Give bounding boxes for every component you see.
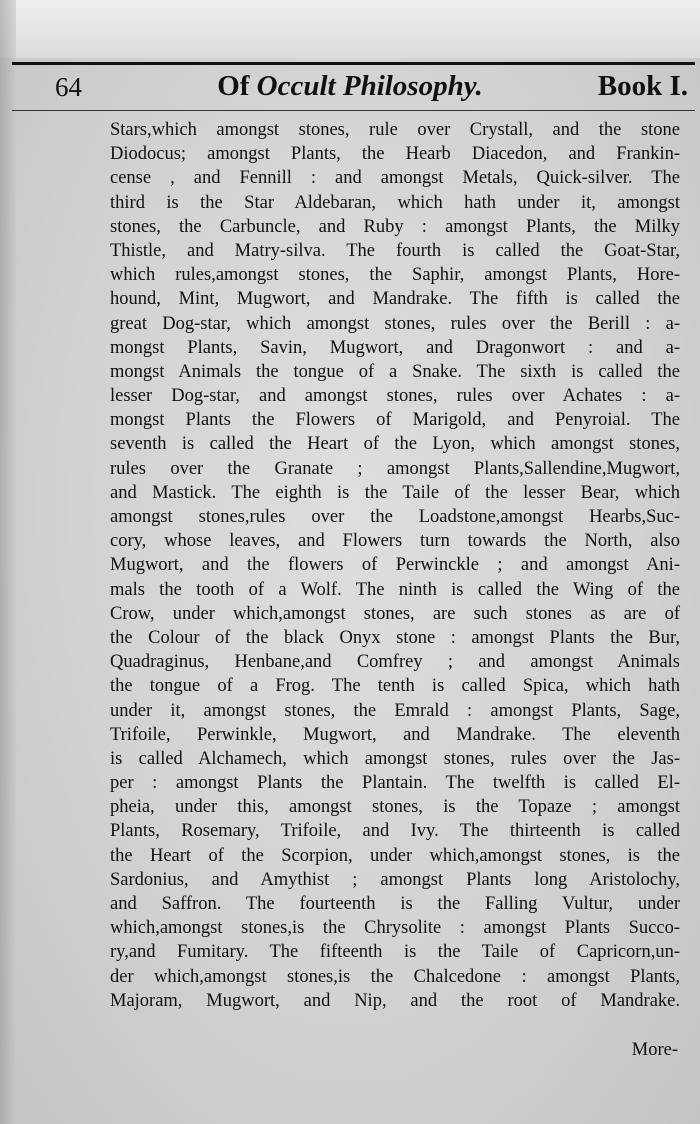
text-line: mongst Animals the tongue of a Snake. The sixth is called the xyxy=(110,361,680,382)
header-bottom-rule xyxy=(12,110,695,111)
text-line: the Colour of the black Onyx stone : amongst Plants the Bur, xyxy=(110,627,680,648)
text-line: under it, amongst stones, the Emrald : amongst Plants, Sage, xyxy=(110,700,680,721)
text-line: stones, the Carbuncle, and Ruby : amongst Plants, the Milky xyxy=(110,216,680,237)
book-label: Book I. xyxy=(597,70,688,102)
text-line: third is the Star Aldebaran, which hath under it, amongst xyxy=(110,192,680,213)
text-line: Trifoile, Perwinkle, Mugwort, and Mandrake. The eleventh xyxy=(110,724,680,745)
text-line: Mugwort, and the flowers of Perwinckle ; and amongst Ani- xyxy=(110,555,680,576)
catchword: More- xyxy=(631,1040,678,1060)
text-line: Stars,which amongst stones, rule over Crystall, and the stone xyxy=(110,120,680,140)
header-top-rule xyxy=(12,62,695,65)
text-line: Diodocus; amongst Plants, the Hearb Diacedon, and Frankin- xyxy=(110,144,680,165)
text-line: Sardonius, and Amythist ; amongst Plants long Aristolochy, xyxy=(110,869,680,890)
text-line: Crow, under which,amongst stones, are such stones as are of xyxy=(110,603,680,624)
text-line: mongst Plants, Savin, Mugwort, and Dragonwort : and a- xyxy=(110,337,680,358)
text-line: which rules,amongst stones, the Saphir, amongst Plants, Hore- xyxy=(110,265,680,286)
text-line: is called Alchamech, which amongst stones, rules over the Jas- xyxy=(110,748,680,769)
text-line: Thistle, and Matry-silva. The fourth is called the Goat-Star, xyxy=(110,240,680,261)
text-line: and Saffron. The fourteenth is the Falling Vultur, under xyxy=(110,894,680,914)
text-line: der which,amongst stones,is the Chalcedone : amongst Plants, xyxy=(110,966,680,987)
title-prefix: Of xyxy=(217,70,257,102)
text-line: ry,and Fumitary. The fifteenth is the Taile of Capricorn,un- xyxy=(110,942,680,963)
text-line: rules over the Granate ; amongst Plants,Sallendine,Mugwort, xyxy=(110,458,680,479)
text-line: Quadraginus, Henbane,and Comfrey ; and amongst Animals xyxy=(110,652,680,673)
text-line: lesser Dog-star, and amongst stones, rules over Achates : a- xyxy=(110,386,680,407)
text-line: Plants, Rosemary, Trifoile, and Ivy. The thirteenth is called xyxy=(110,821,680,842)
text-line: amongst stones,rules over the Loadstone,amongst Hearbs,Suc- xyxy=(110,507,680,527)
text-line: the tongue of a Frog. The tenth is called Spica, which hath xyxy=(110,676,680,697)
text-line: hound, Mint, Mugwort, and Mandrake. The fifth is called the xyxy=(110,289,680,310)
text-line: per : amongst Plants the Plantain. The twelfth is called El- xyxy=(110,773,680,794)
page-number: 64 xyxy=(55,72,82,102)
text-line: mals the tooth of a Wolf. The ninth is called the Wing of the xyxy=(110,579,680,600)
binding-shadow xyxy=(0,0,16,1124)
page-top-margin xyxy=(0,0,700,58)
text-line: which,amongst stones,is the Chrysolite : amongst Plants Succo- xyxy=(110,918,680,939)
text-line: pheia, under this, amongst stones, is the Topaze ; amongst xyxy=(110,797,680,818)
running-title xyxy=(0,70,700,103)
text-line: mongst Plants the Flowers of Marigold, and Penyroial. The xyxy=(110,410,680,431)
title-italic: Occult Philosophy. xyxy=(256,70,483,102)
body-text xyxy=(110,118,680,1013)
text-line: the Heart of the Scorpion, under which,amongst stones, is the xyxy=(110,845,680,866)
text-line: cense , and Fennill : and amongst Metals, Quick-silver. The xyxy=(110,168,680,189)
text-line: and Mastick. The eighth is the Taile of the lesser Bear, which xyxy=(110,482,680,503)
text-line: Majoram, Mugwort, and Nip, and the root of Mandrake. xyxy=(110,990,680,1011)
text-line: cory, whose leaves, and Flowers turn towards the North, also xyxy=(110,531,680,552)
text-line: great Dog-star, which amongst stones, rules over the Berill : a- xyxy=(110,313,680,334)
running-header xyxy=(0,66,700,110)
text-line: seventh is called the Heart of the Lyon, which amongst stones, xyxy=(110,434,680,455)
